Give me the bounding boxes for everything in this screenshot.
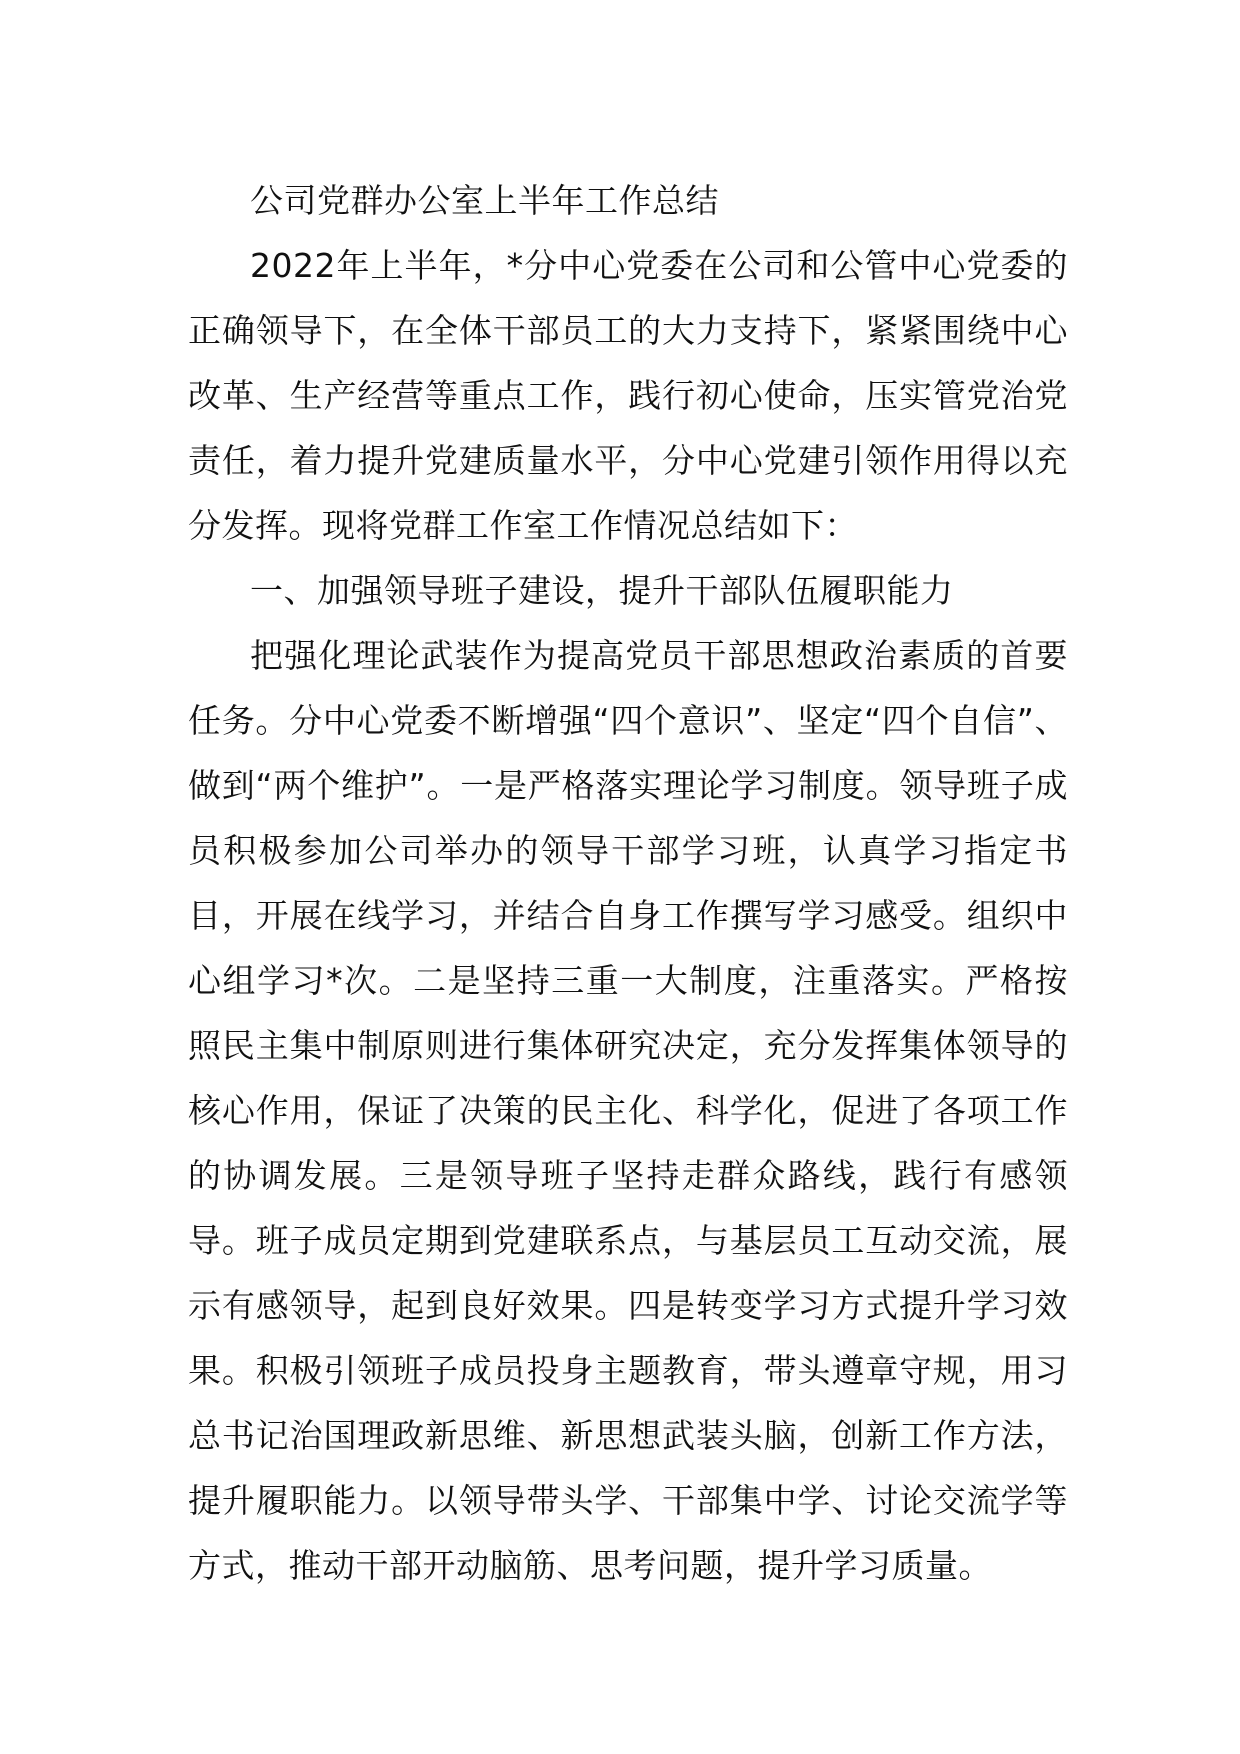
document-body [188, 168, 1068, 1598]
document-title: 公司党群办公室上半年工作总结 [250, 181, 719, 220]
section-heading: 一、加强领导班子建设，提升干部队伍履职能力 [250, 571, 954, 610]
intro-paragraph: 2022年上半年，*分中心党委在公司和公管中心党委的正确领导下，在全体干部员工的大力支持下，紧紧围绕中心改革、生产经营等重点工作，践行初心使命，压实管党治党责任，着力提升党建质量水平，分中心党建引领作用得以充分发挥。现将党群工作室工作情况总结如下： [188, 246, 1068, 545]
section-paragraph: 把强化理论武装作为提高党员干部思想政治素质的首要任务。分中心党委不断增强“四个意识”、坚定“四个自信”、做到“两个维护”。一是严格落实理论学习制度。领导班子成员积极参加公司举办的领导干部学习班，认真学习指定书目，开展在线学习，并结合自身工作撰写学习感受。组织中心组学习*次。二是坚持三重一大制度，注重落实。严格按照民主集中制原则进行集体研究决定，充分发挥集体领导的核心作用，保证了决策的民主化、科学化，促进了各项工作的协调发展。三是领导班子坚持走群众路线，践行有感领导。班子成员定期到党建联系点，与基层员工互动交流，展示有感领导，起到良好效果。四是转变学习方式提升学习效果。积极引领班子成员投身主题教育，带头遵章守规，用习总书记治国理政新思维、新思想武装头脑，创新工作方法，提升履职能力。以领导带头学、干部集中学、讨论交流学等方式，推动干部开动脑筋、思考问题，提升学习质量。 [188, 636, 1068, 1585]
